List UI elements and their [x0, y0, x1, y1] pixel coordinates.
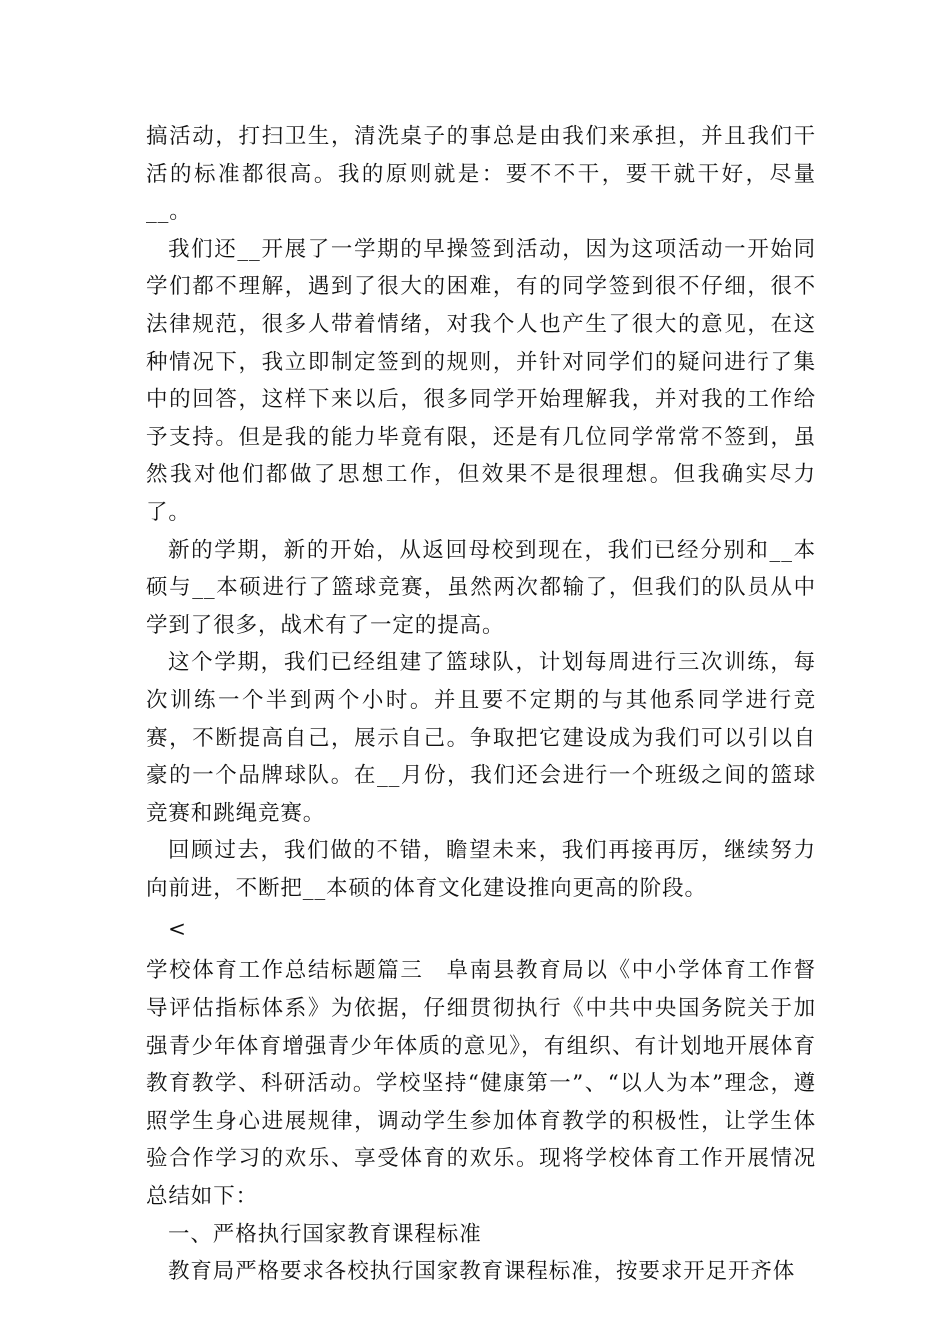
paragraph-new-semester-basketball: 新的学期，新的开始，从返回母校到现在，我们已经分别和__本硕与__本硕进行了篮球竞赛，虽然两次都输了，但我们的队员从中学到了很多，战术有了一定的提高。	[146, 537, 816, 638]
paragraph-review-and-outlook: 回顾过去，我们做的不错，瞻望未来，我们再接再厉，继续努力向前进，不断把__本硕的体育文化建设推向更高的阶段。	[146, 838, 816, 901]
stray-angle-bracket: <	[168, 917, 187, 943]
paragraph-cleaning-duties: 搞活动，打扫卫生，清洗桌子的事总是由我们来承担，并且我们干活的标准都很高。我的原则就是：要不不干，要干就干好，尽量__。	[146, 124, 816, 225]
paragraph-curriculum-requirements: 教育局严格要求各校执行国家教育课程标准，按要求开足开齐体	[168, 1259, 796, 1285]
paragraph-basketball-team-plan: 这个学期，我们已经组建了篮球队，计划每周进行三次训练，每次训练一个半到两个小时。并且要不定期的与其他系同学进行竞赛，不断提高自己，展示自己。争取把它建设成为我们可以引以自豪的一个品牌球队。在__月份，我们还会进行一个班级之间的篮球竞赛和跳绳竞赛。	[146, 650, 816, 826]
document-body	[146, 118, 816, 1291]
section-heading-curriculum-standards: 一、严格执行国家教育课程标准	[168, 1221, 482, 1247]
paragraph-morning-exercise-signin: 我们还__开展了一学期的早操签到活动，因为这项活动一开始同学们都不理解，遇到了很大的困难，有的同学签到很不仔细，很不法律规范，很多人带着情绪，对我个人也产生了很大的意见，在这种情况下，我立即制定签到的规则，并针对同学们的疑问进行了集中的回答，这样下来以后，很多同学开始理解我，并对我的工作给予支持。但是我的能力毕竟有限，还是有几位同学常常不签到，虽然我对他们都做了思想工作，但效果不是很理想。但我确实尽力了。	[146, 236, 816, 525]
paragraph-article-three-intro: 学校体育工作总结标题篇三 阜南县教育局以《中小学体育工作督导评估指标体系》为依据，仔细贯彻执行《中共中央国务院关于加强青少年体育增强青少年体质的意见》，有组织、有计划地开展体育教育教学、科研活动。学校坚持“健康第一”、“以人为本”理念，遵照学生身心进展规律，调动学生参加体育教学的积极性，让学生体验合作学习的欢乐、享受体育的欢乐。现将学校体育工作开展情况总结如下：	[146, 958, 816, 1210]
